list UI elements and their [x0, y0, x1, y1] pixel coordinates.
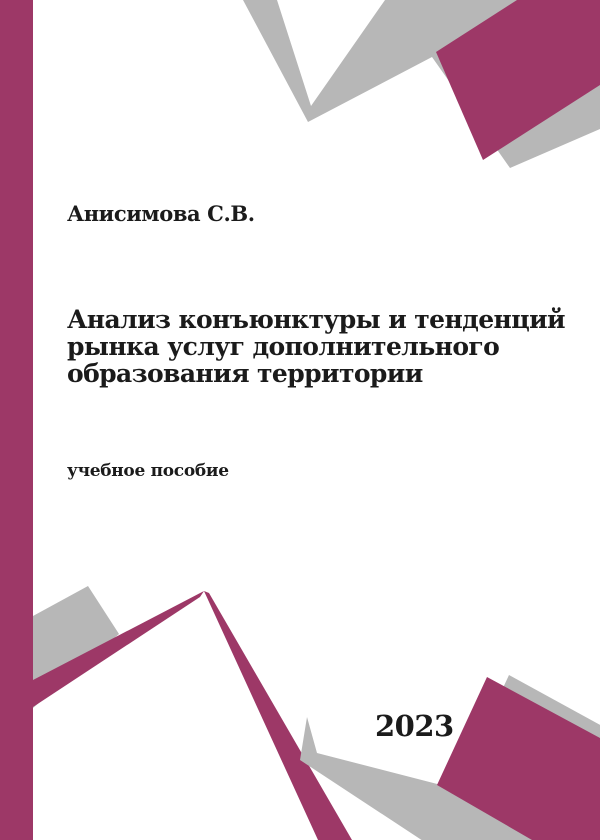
- subtitle: учебное пособие: [67, 461, 229, 481]
- title-line-1: Анализ конъюнктуры и тенденций: [67, 305, 565, 334]
- title-line-2: рынка услуг дополнительного: [67, 332, 500, 361]
- decor-left-magenta-bar: [0, 0, 33, 840]
- title-line-3: образования территории: [67, 359, 423, 388]
- year-label: 2023: [375, 709, 454, 743]
- decor-mountain-right-leg: [204, 591, 352, 840]
- author-name: Анисимова С.В.: [67, 201, 255, 226]
- book-title: [67, 306, 565, 387]
